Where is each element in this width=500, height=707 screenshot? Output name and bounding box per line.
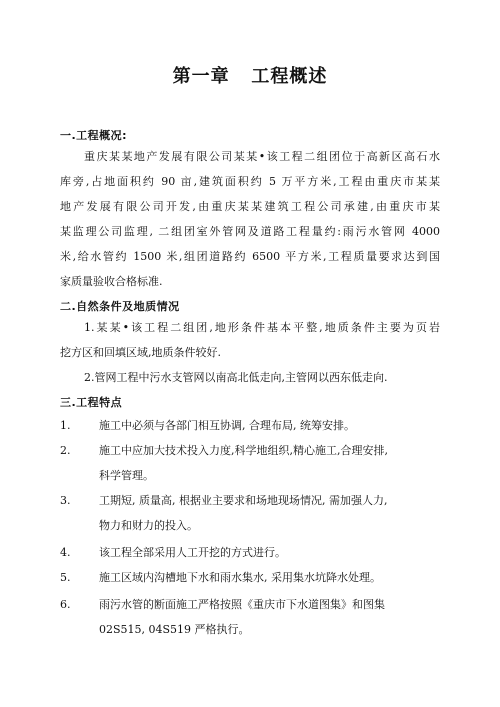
overview-line-2: 库旁,占地面积约 90 亩,建筑面积约 5 万平方米,工程由重庆市某某 <box>60 175 440 188</box>
overview-line-4: 某监理公司监理, 二组团室外管网及道路工程量约:雨污水管网 4000 <box>60 225 440 238</box>
feature-item-6-text-line-2: 02S515, 04S519 严格执行。 <box>99 623 250 636</box>
feature-item-4-number: 4. <box>60 546 71 559</box>
section-heading-features: 三.工程特点 <box>60 396 123 409</box>
feature-item-5-text: 施工区域内沟槽地下水和雨水集水, 采用集水坑降水处理。 <box>99 571 381 584</box>
feature-item-1-text: 施工中必须与各部门相互协调, 合理布局, 统筹安排。 <box>99 419 355 432</box>
conditions-para1-line-1: 1.某某•该工程二组团,地形条件基本平整,地质条件主要为页岩 <box>84 321 440 334</box>
feature-item-2-text-line-2: 科学管理。 <box>99 469 154 482</box>
feature-item-6-number: 6. <box>60 598 71 611</box>
feature-item-3-number: 3. <box>60 494 71 507</box>
conditions-para1-line-2: 挖方区和回填区域,地质条件较好. <box>60 346 221 359</box>
feature-item-2-text-line-1: 施工中应加大技术投入力度,科学地组织,精心施工,合理安排, <box>99 444 388 457</box>
overview-line-5: 米,给水管约 1500 米,组团道路约 6500 平方米,工程质量要求达到国 <box>60 250 440 263</box>
section-heading-overview: 一.工程概况: <box>60 129 128 142</box>
feature-item-3-text-line-2: 物力和财力的投入。 <box>99 519 198 532</box>
section-heading-conditions: 二.自然条件及地质情况 <box>60 300 180 313</box>
feature-item-5-number: 5. <box>60 571 71 584</box>
feature-item-1-number: 1. <box>60 419 71 432</box>
feature-item-3-text-line-1: 工期短, 质量高, 根据业主要求和场地现场情况, 需加强人力, <box>99 494 388 507</box>
overview-line-6: 家质量验收合格标准. <box>60 275 163 288</box>
feature-item-4-text: 该工程全部采用人工开挖的方式进行。 <box>99 546 286 559</box>
chapter-title: 第一章 工程概述 <box>172 66 328 87</box>
overview-line-3: 地产发展有限公司开发,由重庆某某建筑工程公司承建,由重庆市某 <box>60 200 440 213</box>
overview-line-1: 重庆某某地产发展有限公司某某•该工程二组团位于高新区高石水 <box>84 150 440 163</box>
conditions-para2: 2.管网工程中污水支管网以南高北低走向,主管网以西东低走向. <box>84 371 388 384</box>
feature-item-6-text-line-1: 雨污水管的断面施工严格按照《重庆市下水道图集》和图集 <box>99 598 385 611</box>
feature-item-2-number: 2. <box>60 444 71 457</box>
